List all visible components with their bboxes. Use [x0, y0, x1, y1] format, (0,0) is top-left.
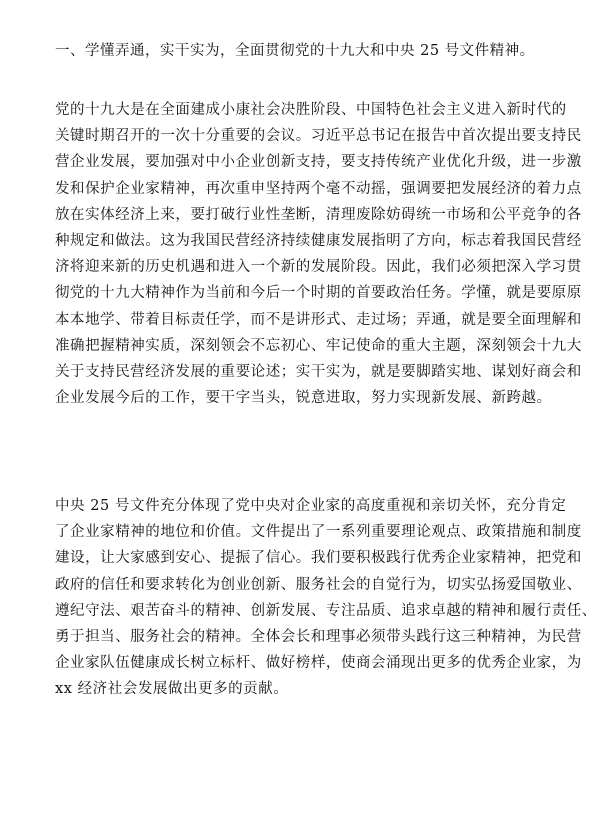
paragraph-line: 企业发展今后的工作，要干字当头，锐意进取，努力实现新发展、新跨越。	[55, 390, 552, 407]
paragraph-line: 关键时期召开的一次十分重要的会议。习近平总书记在报告中首次提出要支持民	[55, 128, 582, 145]
paragraph-line: 种规定和做法。这为我国民营经济持续健康发展指明了方向，标志着我国民营经	[55, 233, 582, 250]
paragraph-line: 济将迎来新的历史机遇和进入一个新的发展阶段。因此，我们必须把深入学习贯	[55, 259, 582, 276]
paragraph-line: 本本地学、带着目标责任学，而不是讲形式、走过场；弄通，就是要全面理解和	[55, 311, 582, 328]
paragraph-line: 勇于担当、服务社会的精神。全体会长和理事必须带头践行这三种精神，为民营	[55, 629, 582, 646]
paragraph-line: 放在实体经济上来，要打破行业性垄断，清理废除妨碍统一市场和公平竞争的各	[55, 206, 582, 223]
paragraph-line: 关于支持民营经济发展的重要论述；实干实为，就是要脚踏实地、谋划好商会和	[55, 364, 582, 381]
paragraph-line: 中央 25 号文件充分体现了党中央对企业家的高度重视和亲切关怀，充分肯定	[55, 498, 567, 514]
paragraph-line: xx 经济社会发展做出更多的贡献。	[55, 681, 289, 698]
section-heading: 一、学懂弄通，实干实为，全面贯彻党的十九大和中央 25 号文件精神。	[55, 43, 535, 59]
paragraph-line: 企业家队伍健康成长树立标杆、做好榜样，使商会涌现出更多的优秀企业家，为	[55, 655, 582, 672]
paragraph-line: 营企业发展，要加强对中小企业创新支持，要支持传统产业优化升级，进一步激	[55, 154, 582, 171]
paragraph-line: 彻党的十九大精神作为当前和今后一个时期的首要政治任务。学懂，就是要原原	[55, 285, 582, 302]
paragraph-line: 准确把握精神实质，深刻领会不忘初心、牢记使命的重大主题，深刻领会十九大	[55, 337, 582, 354]
paragraph-line: 建设，让大家感到安心、提振了信心。我们要积极践行优秀企业家精神，把党和	[55, 550, 582, 567]
paragraph-line: 遵纪守法、艰苦奋斗的精神、创新发展、专注品质、追求卓越的精神和履行责任、	[55, 602, 597, 619]
paragraph-line: 了企业家精神的地位和价值。文件提出了一系列重要理论观点、政策措施和制度	[55, 524, 582, 541]
paragraph-line: 发和保护企业家精神，再次重申坚持两个毫不动摇，强调要把发展经济的着力点	[55, 180, 582, 197]
paragraph-line: 党的十九大是在全面建成小康社会决胜阶段、中国特色社会主义进入新时代的	[55, 102, 567, 118]
paragraph-line: 政府的信任和要求转化为创业创新、服务社会的自觉行为，切实弘扬爱国敬业、	[55, 576, 582, 593]
paragraph-2	[55, 493, 597, 703]
paragraph-1	[55, 97, 582, 411]
